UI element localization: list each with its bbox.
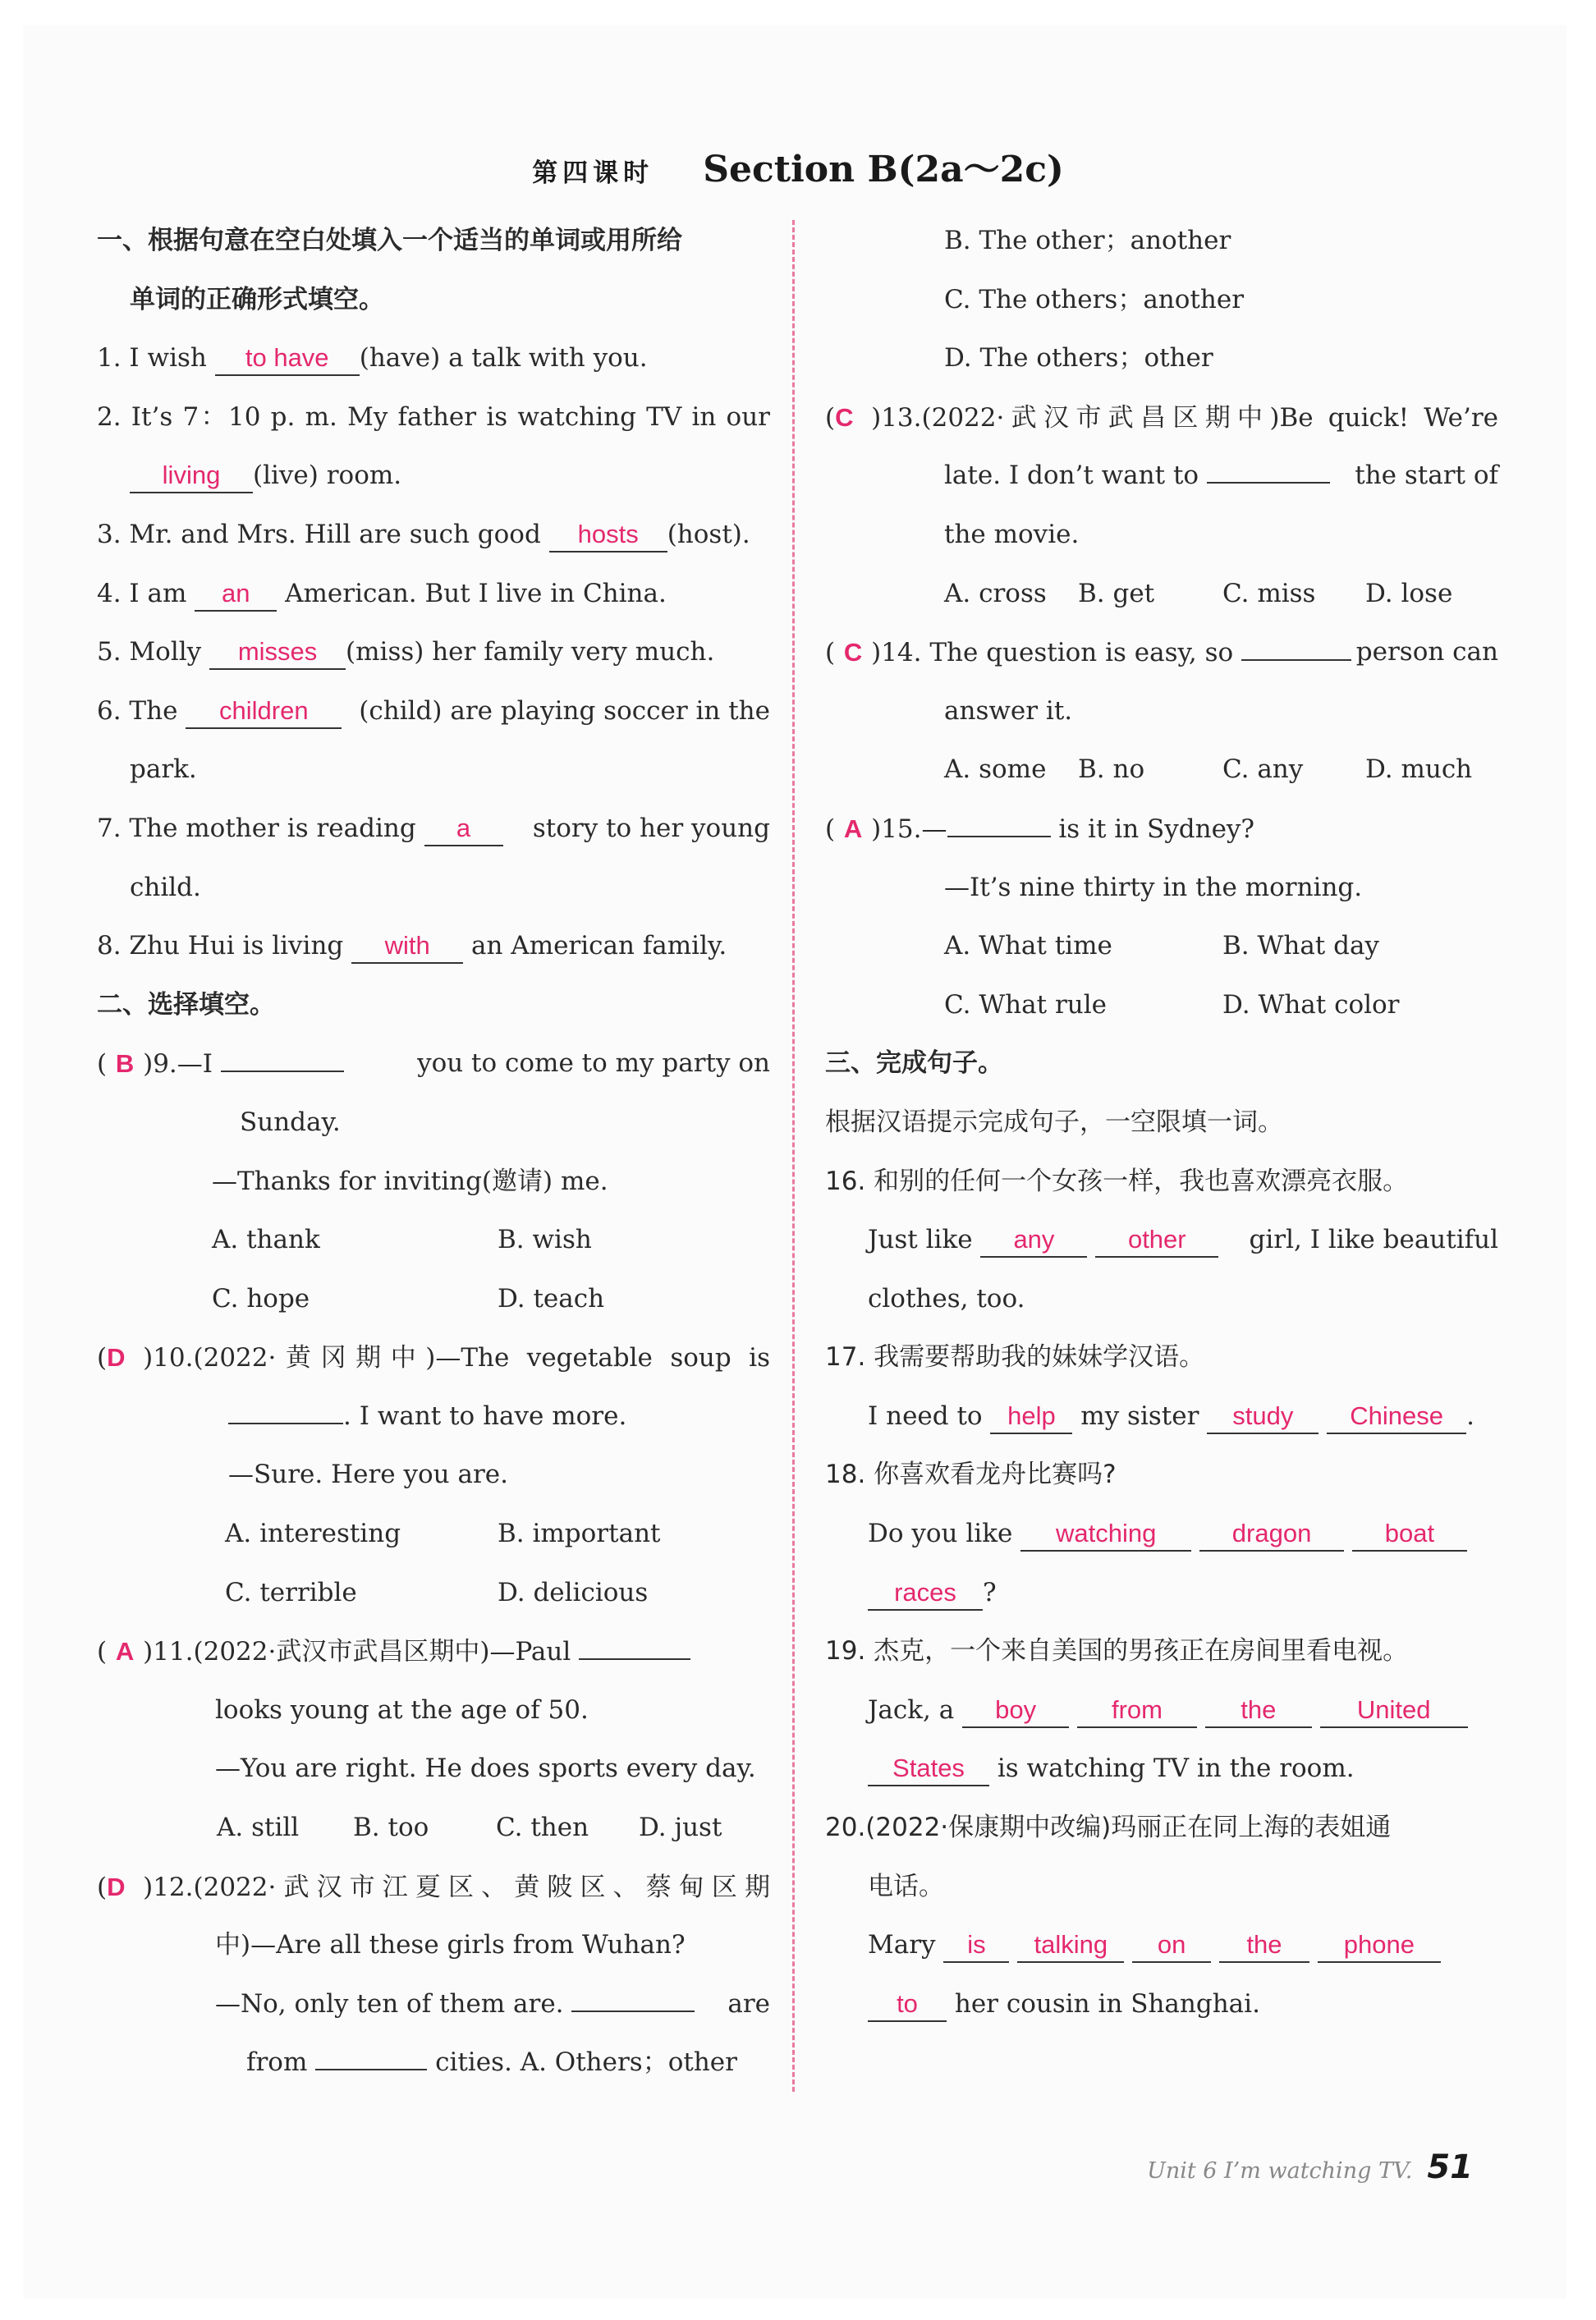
q10-option-b: B. important	[498, 1519, 661, 1549]
q17-answer-1: help	[990, 1400, 1072, 1434]
q19-answer-3: the	[1205, 1694, 1312, 1728]
q7-text-b: story to her young	[532, 813, 770, 843]
q9-option-b: B. wish	[498, 1225, 592, 1255]
q16-answer-2: other	[1095, 1223, 1218, 1258]
q11-answer: A	[115, 1637, 135, 1667]
q12-option-d: D. The others；other	[944, 343, 1213, 374]
q18-answer-3: boat	[1352, 1517, 1467, 1552]
q9-option-c: C. hope	[212, 1283, 310, 1314]
q4-answer: an	[195, 577, 277, 612]
q9-text-c: Sunday.	[240, 1107, 341, 1137]
question-9	[97, 1034, 770, 1094]
q2-text-b: (live) room.	[253, 461, 402, 491]
q17-chinese: 17. 我需要帮助我的妹妹学汉语。	[825, 1342, 1205, 1373]
question-8	[97, 917, 770, 976]
question-2: 2. It’s 7：10 p. m. My father is watching TV in our	[97, 401, 770, 432]
q14-text-c: answer it.	[944, 695, 1073, 726]
q20-chinese-cont: 电话。	[868, 1871, 944, 1901]
q12-text-d: are	[727, 1988, 770, 2019]
q19-line2	[825, 1740, 1498, 1799]
q13-option-c: C. miss	[1222, 578, 1316, 608]
question-12: (D )12.(2022·武汉市江夏区、黄陂区、蔡甸区期	[97, 1858, 770, 1917]
q20-answer-1: is	[943, 1928, 1009, 1963]
q17-period: .	[1466, 1401, 1474, 1431]
q17-english	[825, 1387, 1498, 1447]
q10-option-a: A. interesting	[225, 1519, 401, 1549]
q19-english	[825, 1681, 1498, 1740]
page-number: 51	[1427, 2148, 1473, 2186]
q3-text: 3. Mr. and Mrs. Hill are such good	[97, 519, 541, 549]
column-divider	[792, 220, 795, 2092]
q12-option-b: B. The other；another	[944, 226, 1231, 255]
q12-blank-1	[571, 2011, 695, 2012]
q7-text-c: child.	[130, 872, 201, 902]
q12-answer: D	[107, 1872, 126, 1901]
q11-blank	[579, 1658, 690, 1660]
q1-text: 1. I wish	[97, 343, 207, 374]
question-6	[97, 682, 770, 741]
q14-option-c: C. any	[1222, 754, 1304, 785]
question-5	[97, 623, 770, 682]
q10-text-b: . I want to have more.	[343, 1401, 627, 1431]
q19-answer-2: from	[1077, 1694, 1197, 1728]
question-1	[97, 329, 770, 388]
q13-option-b: B. get	[1078, 578, 1155, 608]
q16-answer-1: any	[980, 1223, 1087, 1258]
question-14: ( C )14. The question is easy, so person can	[825, 623, 1498, 682]
q13-answer: C	[835, 402, 854, 432]
q20-chinese: 20.(2022·保康期中改编)玛丽正在同上海的表姐通	[825, 1813, 1392, 1843]
q14-option-a: A. some	[944, 754, 1047, 785]
q13-option-a: A. cross	[944, 578, 1047, 608]
q20-answer-6: to	[868, 1988, 947, 2022]
q10-options-cd	[97, 1564, 770, 1623]
q7-text	[97, 800, 503, 859]
left-column	[97, 212, 770, 2093]
q11-options	[97, 1799, 770, 1858]
q15-options-cd	[825, 976, 1498, 1035]
question-3	[97, 506, 770, 565]
q9-options-ab	[97, 1211, 770, 1270]
q9-blank	[221, 1071, 344, 1072]
q14-option-d: D. much	[1365, 754, 1473, 785]
q19-answer-4: United	[1320, 1694, 1468, 1728]
q17-answer-2: study	[1207, 1400, 1319, 1434]
q19-text: Jack, a	[868, 1694, 955, 1725]
section-label: Section B(2a～2c)	[703, 149, 1064, 190]
q1-answer: to have	[215, 342, 360, 376]
q12-text: )12.(2022·武汉市江夏区、黄陂区、蔡甸区期	[143, 1872, 770, 1902]
right-column	[825, 212, 1498, 2033]
q20-english	[825, 1916, 1498, 1975]
q14-answer: C	[843, 638, 863, 667]
q10-option-d: D. delicious	[498, 1577, 649, 1607]
q10-text: )10.(2022·黄冈期中)—The vegetable soup is	[143, 1343, 770, 1373]
question-4	[97, 565, 770, 624]
q14-text-b: person can	[1355, 637, 1498, 667]
q20-text: Mary	[868, 1930, 936, 1960]
q13-text-d: the movie.	[944, 519, 1080, 549]
question-13: (C )13.(2022·武汉市武昌区期中)Be quick! We’re	[825, 388, 1498, 447]
q7-answer: a	[424, 812, 503, 846]
q13-blank	[1207, 482, 1330, 484]
q6-text-a: 6. The	[97, 695, 178, 726]
q12-line3	[97, 1975, 770, 2034]
q12-option-c: C. The others；another	[944, 284, 1245, 314]
q13-line2	[825, 447, 1498, 506]
question-2-cont	[97, 447, 770, 506]
q3-text-b: (host).	[667, 519, 750, 549]
q1-text-b: (have) a talk with you.	[359, 343, 648, 374]
q9-text-b: you to come to my party on	[417, 1048, 770, 1079]
q12-text-f: cities. A. Others；other	[435, 2047, 737, 2078]
question-11: ( A )11.(2022·武汉市武昌区期中)—Paul	[97, 1622, 770, 1681]
q5-text: 5. Molly	[97, 637, 202, 667]
q15-option-d: D. What color	[1222, 989, 1400, 1020]
q2-answer: living	[130, 459, 253, 493]
q12-text-c: —No, only ten of them are.	[215, 1988, 564, 2019]
q6-text-b: (child) are playing soccer in the	[359, 695, 770, 726]
q20-line2	[825, 1975, 1498, 2034]
q14-options	[825, 740, 1498, 800]
q6-text-c: park.	[130, 754, 197, 785]
part1-heading-cont: 单词的正确形式填空。	[130, 284, 384, 314]
q14-option-b: B. no	[1078, 754, 1145, 785]
q16-english	[825, 1211, 1498, 1270]
q11-text-b: looks young at the age of 50.	[215, 1694, 589, 1725]
open-paren: (	[97, 1049, 108, 1080]
q19-text-c: is watching TV in the room.	[997, 1754, 1355, 1784]
q20-answer-5: phone	[1318, 1928, 1441, 1963]
q10-option-c: C. terrible	[225, 1577, 357, 1607]
q13-text: )13.(2022·武汉市武昌区期中)Be quick! We’re	[871, 402, 1498, 433]
q3-answer: hosts	[549, 518, 667, 552]
q9-options-cd	[97, 1270, 770, 1329]
q9-answer: B	[115, 1049, 135, 1079]
q4-text: 4. I am	[97, 578, 187, 608]
q8-text: 8. Zhu Hui is living	[97, 931, 344, 961]
q8-text-b: an American family.	[471, 931, 727, 961]
q16-chinese: 16. 和别的任何一个女孩一样，我也喜欢漂亮衣服。	[825, 1166, 1409, 1196]
q13-text-c: the start of	[1355, 461, 1498, 491]
q16-text: Just like	[868, 1225, 973, 1255]
unit-label: Unit 6 I’m watching TV.	[1147, 2158, 1413, 2184]
q11-option-b: B. too	[353, 1813, 429, 1843]
q15-blank	[947, 836, 1051, 837]
q18-chinese: 18. 你喜欢看龙舟比赛吗?	[825, 1460, 1117, 1490]
q4-text-b: American. But I live in China.	[285, 578, 667, 608]
q10-line2	[97, 1387, 770, 1447]
part1-heading: 一、根据句意在空白处填入一个适当的单词或用所给	[97, 226, 682, 255]
q6-answer: children	[186, 695, 342, 729]
q9-option-a: A. thank	[212, 1225, 320, 1255]
q15-text-c: —It’s nine thirty in the morning.	[944, 872, 1363, 902]
q18-english	[825, 1505, 1498, 1564]
q12-text-b: 中)—Are all these girls from Wuhan?	[215, 1930, 686, 1960]
q12-text-e: from	[246, 2047, 308, 2078]
q15-option-c: C. What rule	[944, 989, 1107, 1020]
q19-chinese: 19. 杰克，一个来自美国的男孩正在房间里看电视。	[825, 1636, 1409, 1667]
q5-text-b: (miss) her family very much.	[346, 637, 715, 667]
q10-blank	[228, 1423, 343, 1424]
q14-text: )14. The question is easy, so	[871, 638, 1234, 668]
q18-answer-4: races	[868, 1576, 983, 1611]
q20-text-c: her cousin in Shanghai.	[954, 1988, 1260, 2019]
q15-answer: A	[843, 814, 863, 843]
lesson-label: 第四课时	[532, 158, 654, 188]
page-footer	[1147, 2143, 1473, 2192]
part3-instruction: 根据汉语提示完成句子，一空限填一词。	[825, 1107, 1283, 1137]
q19-answer-5: States	[868, 1752, 989, 1786]
page-title	[0, 140, 1596, 192]
q18-text: Do you like	[868, 1519, 1013, 1549]
q18-line2	[825, 1564, 1498, 1623]
q15-text: )15.—	[871, 814, 947, 844]
q9-text-d: —Thanks for inviting(邀请) me.	[212, 1166, 608, 1196]
question-10: (D )10.(2022·黄冈期中)—The vegetable soup is	[97, 1328, 770, 1387]
q9-text: )9.—I	[143, 1049, 213, 1080]
q7-text-a: 7. The mother is reading	[97, 813, 416, 843]
question-15: ( A )15.— is it in Sydney?	[825, 800, 1498, 859]
q17-text-b: my sister	[1080, 1401, 1199, 1431]
q12-blank-2	[315, 2069, 427, 2070]
q13-text-b: late. I don’t want to	[944, 461, 1199, 491]
q13-options	[825, 565, 1498, 624]
q18-answer-1: watching	[1020, 1517, 1191, 1552]
q9-option-d: D. teach	[498, 1283, 605, 1314]
part3-heading: 三、完成句子。	[825, 1048, 1003, 1079]
q11-option-c: C. then	[496, 1813, 589, 1843]
q20-answer-2: talking	[1017, 1928, 1124, 1963]
q15-option-a: A. What time	[944, 931, 1112, 961]
q15-text-b: is it in Sydney?	[1058, 814, 1255, 844]
q16-text-b: girl, I like beautiful	[1249, 1225, 1498, 1255]
q13-option-d: D. lose	[1365, 578, 1453, 608]
q18-answer-2: dragon	[1199, 1517, 1344, 1552]
q5-answer: misses	[209, 635, 346, 670]
q15-option-b: B. What day	[1222, 931, 1379, 961]
q16-text-c: clothes, too.	[868, 1283, 1025, 1314]
q18-question-mark: ?	[983, 1577, 997, 1607]
q11-text: )11.(2022·武汉市武昌区期中)—Paul	[143, 1637, 571, 1667]
q17-answer-3: Chinese	[1327, 1400, 1466, 1434]
q10-text-c: —Sure. Here you are.	[228, 1460, 508, 1490]
q12-line4	[97, 2033, 770, 2093]
q8-answer: with	[351, 929, 463, 964]
q14-blank	[1241, 659, 1351, 661]
q10-answer: D	[107, 1343, 126, 1373]
q17-text: I need to	[868, 1401, 983, 1431]
q11-option-a: A. still	[217, 1813, 300, 1843]
q19-answer-1: boy	[962, 1694, 1069, 1728]
part2-heading: 二、选择填空。	[97, 989, 275, 1020]
q11-option-d: D. just	[639, 1813, 722, 1843]
q20-answer-4: the	[1219, 1928, 1309, 1963]
q15-options-ab	[825, 917, 1498, 976]
q6-text	[97, 682, 342, 741]
question-7	[97, 800, 770, 859]
q11-text-c: —You are right. He does sports every day.	[215, 1754, 756, 1784]
q10-options-ab	[97, 1505, 770, 1564]
q20-answer-3: on	[1132, 1928, 1211, 1963]
